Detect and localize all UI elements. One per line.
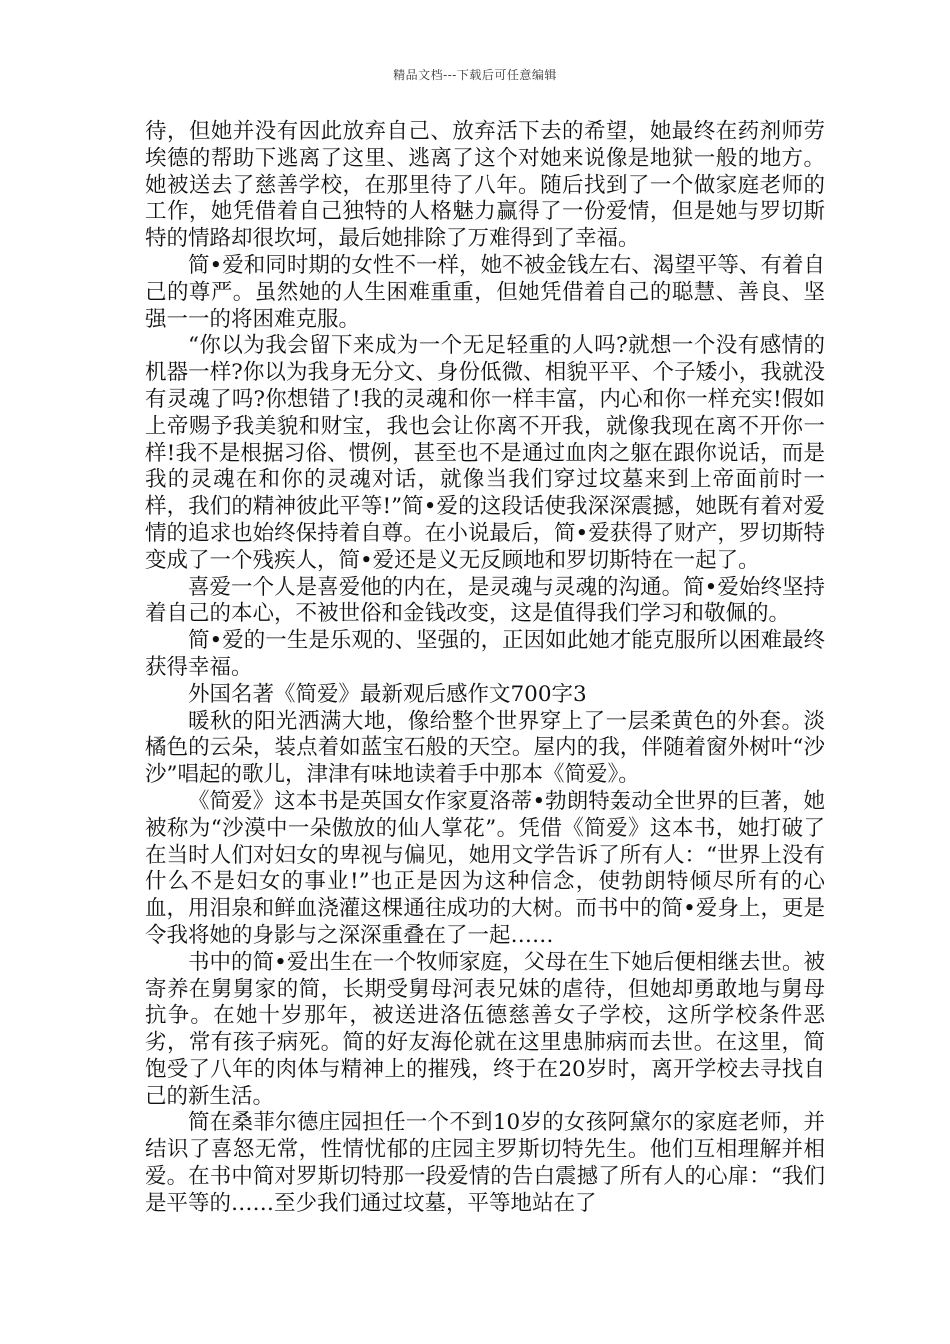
document-body — [145, 119, 825, 1218]
paragraph-6: 暖秋的阳光洒满大地，像给整个世界穿上了一层柔黄色的外套。淡橘色的云朵，装点着如蓝宝石般的天空。屋内的我，伴随着窗外树叶“沙沙”唱起的歌儿，津津有味地读着手中那本《简爱》。 — [145, 708, 825, 788]
paragraph-8: 书中的简•爱出生在一个牧师家庭，父母在生下她后便相继去世。被寄养在舅舅家的简，长期受舅母河表兄妹的虐待，但她却勇敢地与舅母抗争。在她十岁那年，被送进洛伍德慈善女子学校，这所学校条件恶劣，常有孩子病死。简的好友海伦就在这里患肺病而去世。在这里，简饱受了八年的肉体与精神上的摧残，终于在20岁时，离开学校去寻找自己的新生活。 — [145, 949, 825, 1109]
paragraph-2: 简•爱和同时期的女性不一样，她不被金钱左右、渴望平等、有着自己的尊严。虽然她的人生困难重重，但她凭借着自己的聪慧、善良、坚强一一的将困难克服。 — [145, 252, 825, 332]
paragraph-1: 待，但她并没有因此放弃自己、放弃活下去的希望，她最终在药剂师劳埃德的帮助下逃离了这里、逃离了这个对她来说像是地狱一般的地方。她被送去了慈善学校，在那里待了八年。随后找到了一个做家庭老师的工作，她凭借着自己独特的人格魅力赢得了一份爱情，但是她与罗切斯特的情路却很坎坷，最后她排除了万难得到了幸福。 — [145, 119, 825, 252]
paragraph-4: 喜爱一个人是喜爱他的内在，是灵魂与灵魂的沟通。简•爱始终坚持着自己的本心，不被世俗和金钱改变，这是值得我们学习和敬佩的。 — [145, 574, 825, 627]
paragraph-5: 简•爱的一生是乐观的、坚强的，正因如此她才能克服所以困难最终获得幸福。 — [145, 628, 825, 680]
paragraph-3: “你以为我会留下来成为一个无足轻重的人吗?就想一个没有感情的机器一样?你以为我身无分文、身份低微、相貌平平、个子矮小，我就没有灵魂了吗?你想错了!我的灵魂和你一样丰富，内心和你一样充实!假如上帝赐予我美貌和财宝，我也会让你离不开我，就像我现在离不开你一样!我不是根据习俗、惯例，甚至也不是通过血肉之躯在跟你说话，而是我的灵魂在和你的灵魂对话，就像当我们穿过坟墓来到上帝面前时一样，我们的精神彼此平等!”简•爱的这段话使我深深震撼，她既有着对爱情的追求也始终保持着自尊。在小说最后，简•爱获得了财产，罗切斯特变成了一个残疾人，简•爱还是义无反顾地和罗切斯特在一起了。 — [145, 333, 825, 573]
section-title: 外国名著《简爱》最新观后感作文700字3 — [188, 681, 587, 707]
paragraph-7: 《简爱》这本书是英国女作家夏洛蒂•勃朗特轰动全世界的巨著，她被称为“沙漠中一朵傲放的仙人掌花”。凭借《简爱》这本书，她打破了在当时人们对妇女的卑视与偏见，她用文学告诉了所有人：“世界上没有什么不是妇女的事业!”也正是因为这种信念，使勃朗特倾尽所有的心血，用泪泉和鲜血浇灌这棵通往成功的大树。而书中的简•爱身上，更是令我将她的身影与之深深重叠在了一起…… — [145, 788, 825, 948]
paragraph-9: 简在桑菲尔德庄园担任一个不到10岁的女孩阿黛尔的家庭老师，并结识了喜怒无常，性情忧郁的庄园主罗斯切特先生。他们互相理解并相爱。在书中简对罗斯切特那一段爱情的告白震撼了所有人的心扉：“我们是平等的……至少我们通过坟墓，平等地站在了 — [145, 1110, 825, 1216]
page-header: 精品文档---下载后可任意编辑 — [393, 68, 557, 82]
